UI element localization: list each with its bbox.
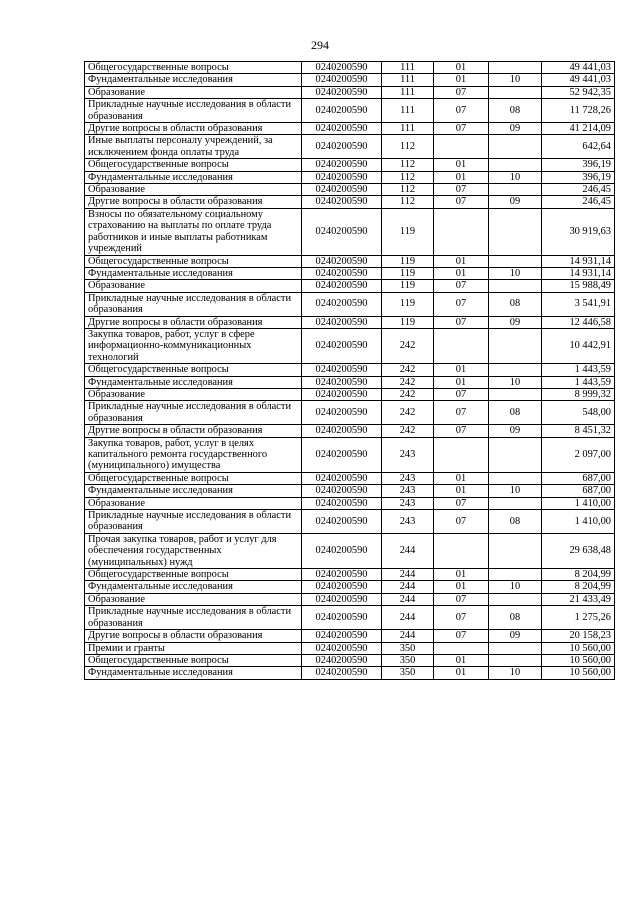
amount: 548,00 [542, 401, 615, 425]
expense-type-code: 119 [382, 292, 434, 316]
table-row [85, 485, 615, 497]
budget-item-name: Образование [85, 388, 302, 400]
subsection-code: 08 [489, 401, 542, 425]
budget-item-name: Прикладные научные исследования в области образования [85, 292, 302, 316]
section-code: 07 [434, 196, 489, 208]
section-code: 01 [434, 171, 489, 183]
table-row [85, 280, 615, 292]
budget-item-name: Общегосударственные вопросы [85, 364, 302, 376]
target-article-code: 0240200590 [302, 593, 382, 605]
table-row [85, 316, 615, 328]
budget-item-name: Общегосударственные вопросы [85, 569, 302, 581]
target-article-code: 0240200590 [302, 292, 382, 316]
budget-item-name: Прикладные научные исследования в области образования [85, 510, 302, 534]
target-article-code: 0240200590 [302, 581, 382, 593]
budget-table-body [85, 62, 615, 680]
budget-item-name: Фундаментальные исследования [85, 267, 302, 279]
subsection-code: 10 [489, 376, 542, 388]
section-code: 07 [434, 292, 489, 316]
expense-type-code: 242 [382, 388, 434, 400]
subsection-code: 10 [489, 667, 542, 679]
amount: 8 204,99 [542, 569, 615, 581]
target-article-code: 0240200590 [302, 485, 382, 497]
amount: 20 158,23 [542, 630, 615, 642]
target-article-code: 0240200590 [302, 654, 382, 666]
budget-item-name: Фундаментальные исследования [85, 376, 302, 388]
table-row [85, 581, 615, 593]
budget-item-name: Образование [85, 280, 302, 292]
amount: 3 541,91 [542, 292, 615, 316]
amount: 49 441,03 [542, 74, 615, 86]
budget-item-name: Фундаментальные исследования [85, 171, 302, 183]
amount: 246,45 [542, 196, 615, 208]
expense-type-code: 244 [382, 593, 434, 605]
table-row [85, 401, 615, 425]
target-article-code: 0240200590 [302, 123, 382, 135]
expense-type-code: 244 [382, 630, 434, 642]
amount: 52 942,35 [542, 86, 615, 98]
budget-item-name: Прикладные научные исследования в области образования [85, 606, 302, 630]
subsection-code [489, 364, 542, 376]
section-code: 01 [434, 472, 489, 484]
section-code: 07 [434, 123, 489, 135]
section-code: 07 [434, 99, 489, 123]
target-article-code: 0240200590 [302, 159, 382, 171]
target-article-code: 0240200590 [302, 328, 382, 363]
amount: 14 931,14 [542, 267, 615, 279]
section-code: 07 [434, 630, 489, 642]
table-row [85, 593, 615, 605]
section-code: 01 [434, 255, 489, 267]
target-article-code: 0240200590 [302, 667, 382, 679]
table-row [85, 196, 615, 208]
amount: 14 931,14 [542, 255, 615, 267]
expense-type-code: 244 [382, 606, 434, 630]
subsection-code [489, 208, 542, 255]
section-code: 01 [434, 364, 489, 376]
section-code: 07 [434, 401, 489, 425]
subsection-code [489, 280, 542, 292]
section-code: 01 [434, 376, 489, 388]
table-row [85, 184, 615, 196]
table-row [85, 255, 615, 267]
subsection-code [489, 472, 542, 484]
amount: 49 441,03 [542, 62, 615, 74]
budget-item-name: Образование [85, 86, 302, 98]
subsection-code: 09 [489, 316, 542, 328]
amount: 11 728,26 [542, 99, 615, 123]
expense-type-code: 244 [382, 533, 434, 568]
section-code: 07 [434, 184, 489, 196]
target-article-code: 0240200590 [302, 437, 382, 472]
budget-item-name: Общегосударственные вопросы [85, 654, 302, 666]
target-article-code: 0240200590 [302, 472, 382, 484]
expense-type-code: 112 [382, 159, 434, 171]
amount: 1 410,00 [542, 510, 615, 534]
expense-type-code: 242 [382, 425, 434, 437]
expense-type-code: 350 [382, 667, 434, 679]
expense-type-code: 243 [382, 497, 434, 509]
section-code: 01 [434, 667, 489, 679]
budget-table [84, 61, 615, 680]
expense-type-code: 243 [382, 510, 434, 534]
amount: 10 560,00 [542, 642, 615, 654]
amount: 687,00 [542, 485, 615, 497]
subsection-code [489, 159, 542, 171]
table-row [85, 437, 615, 472]
subsection-code [489, 642, 542, 654]
section-code: 07 [434, 316, 489, 328]
budget-item-name: Другие вопросы в области образования [85, 123, 302, 135]
expense-type-code: 119 [382, 255, 434, 267]
subsection-code: 10 [489, 171, 542, 183]
expense-type-code: 242 [382, 328, 434, 363]
table-row [85, 510, 615, 534]
expense-type-code: 243 [382, 437, 434, 472]
amount: 396,19 [542, 159, 615, 171]
subsection-code: 10 [489, 267, 542, 279]
expense-type-code: 111 [382, 123, 434, 135]
subsection-code [489, 569, 542, 581]
target-article-code: 0240200590 [302, 401, 382, 425]
section-code: 01 [434, 485, 489, 497]
amount: 1 443,59 [542, 364, 615, 376]
section-code: 01 [434, 267, 489, 279]
subsection-code [489, 328, 542, 363]
table-row [85, 425, 615, 437]
budget-item-name: Закупка товаров, работ, услуг в сфере информационно-коммуникационных технологий [85, 328, 302, 363]
target-article-code: 0240200590 [302, 86, 382, 98]
section-code: 01 [434, 159, 489, 171]
section-code: 07 [434, 425, 489, 437]
target-article-code: 0240200590 [302, 74, 382, 86]
amount: 10 560,00 [542, 667, 615, 679]
amount: 21 433,49 [542, 593, 615, 605]
section-code: 07 [434, 388, 489, 400]
section-code: 07 [434, 86, 489, 98]
section-code: 07 [434, 593, 489, 605]
subsection-code: 09 [489, 123, 542, 135]
table-row [85, 135, 615, 159]
subsection-code [489, 497, 542, 509]
amount: 8 451,32 [542, 425, 615, 437]
amount: 396,19 [542, 171, 615, 183]
table-row [85, 99, 615, 123]
subsection-code: 09 [489, 425, 542, 437]
expense-type-code: 119 [382, 267, 434, 279]
target-article-code: 0240200590 [302, 606, 382, 630]
table-row [85, 497, 615, 509]
table-row [85, 171, 615, 183]
amount: 1 443,59 [542, 376, 615, 388]
table-row [85, 159, 615, 171]
target-article-code: 0240200590 [302, 376, 382, 388]
target-article-code: 0240200590 [302, 135, 382, 159]
expense-type-code: 112 [382, 196, 434, 208]
budget-item-name: Общегосударственные вопросы [85, 159, 302, 171]
amount: 10 442,91 [542, 328, 615, 363]
target-article-code: 0240200590 [302, 171, 382, 183]
section-code: 01 [434, 74, 489, 86]
amount: 1 410,00 [542, 497, 615, 509]
budget-item-name: Фундаментальные исследования [85, 485, 302, 497]
table-row [85, 388, 615, 400]
budget-item-name: Прикладные научные исследования в области образования [85, 401, 302, 425]
budget-item-name: Другие вопросы в области образования [85, 630, 302, 642]
section-code [434, 328, 489, 363]
subsection-code: 08 [489, 99, 542, 123]
target-article-code: 0240200590 [302, 184, 382, 196]
budget-item-name: Фундаментальные исследования [85, 74, 302, 86]
subsection-code [489, 388, 542, 400]
expense-type-code: 350 [382, 642, 434, 654]
budget-item-name: Общегосударственные вопросы [85, 472, 302, 484]
subsection-code [489, 533, 542, 568]
table-row [85, 630, 615, 642]
amount: 642,64 [542, 135, 615, 159]
target-article-code: 0240200590 [302, 267, 382, 279]
target-article-code: 0240200590 [302, 630, 382, 642]
budget-item-name: Другие вопросы в области образования [85, 196, 302, 208]
expense-type-code: 244 [382, 581, 434, 593]
subsection-code [489, 62, 542, 74]
amount: 8 204,99 [542, 581, 615, 593]
expense-type-code: 244 [382, 569, 434, 581]
budget-item-name: Другие вопросы в области образования [85, 425, 302, 437]
target-article-code: 0240200590 [302, 99, 382, 123]
budget-item-name: Прочая закупка товаров, работ и услуг для обеспечения государственных (муниципальных) нужд [85, 533, 302, 568]
table-row [85, 569, 615, 581]
subsection-code [489, 86, 542, 98]
expense-type-code: 119 [382, 316, 434, 328]
target-article-code: 0240200590 [302, 388, 382, 400]
target-article-code: 0240200590 [302, 510, 382, 534]
table-row [85, 472, 615, 484]
expense-type-code: 350 [382, 654, 434, 666]
target-article-code: 0240200590 [302, 280, 382, 292]
table-row [85, 208, 615, 255]
section-code [434, 642, 489, 654]
amount: 1 275,26 [542, 606, 615, 630]
amount: 687,00 [542, 472, 615, 484]
table-row [85, 654, 615, 666]
table-row [85, 123, 615, 135]
table-row [85, 292, 615, 316]
target-article-code: 0240200590 [302, 569, 382, 581]
section-code [434, 135, 489, 159]
subsection-code [489, 135, 542, 159]
expense-type-code: 112 [382, 184, 434, 196]
target-article-code: 0240200590 [302, 316, 382, 328]
target-article-code: 0240200590 [302, 364, 382, 376]
budget-item-name: Премии и гранты [85, 642, 302, 654]
budget-item-name: Фундаментальные исследования [85, 581, 302, 593]
table-row [85, 376, 615, 388]
budget-item-name: Образование [85, 593, 302, 605]
subsection-code: 08 [489, 606, 542, 630]
target-article-code: 0240200590 [302, 208, 382, 255]
table-row [85, 267, 615, 279]
section-code [434, 533, 489, 568]
section-code: 07 [434, 510, 489, 534]
expense-type-code: 111 [382, 86, 434, 98]
amount: 29 638,48 [542, 533, 615, 568]
subsection-code [489, 437, 542, 472]
budget-item-name: Общегосударственные вопросы [85, 62, 302, 74]
subsection-code: 09 [489, 196, 542, 208]
budget-item-name: Другие вопросы в области образования [85, 316, 302, 328]
expense-type-code: 242 [382, 376, 434, 388]
budget-item-name: Закупка товаров, работ, услуг в целях капитального ремонта государственного (муниципального) имущества [85, 437, 302, 472]
target-article-code: 0240200590 [302, 425, 382, 437]
table-row [85, 74, 615, 86]
section-code: 01 [434, 62, 489, 74]
amount: 41 214,09 [542, 123, 615, 135]
budget-item-name: Общегосударственные вопросы [85, 255, 302, 267]
section-code: 07 [434, 606, 489, 630]
table-row [85, 667, 615, 679]
section-code: 01 [434, 569, 489, 581]
expense-type-code: 119 [382, 280, 434, 292]
amount: 246,45 [542, 184, 615, 196]
target-article-code: 0240200590 [302, 533, 382, 568]
expense-type-code: 242 [382, 364, 434, 376]
amount: 12 446,58 [542, 316, 615, 328]
budget-item-name: Взносы по обязательному социальному страхованию на выплаты по оплате труда работников и иные выплаты работникам учреждений [85, 208, 302, 255]
subsection-code [489, 593, 542, 605]
expense-type-code: 242 [382, 401, 434, 425]
expense-type-code: 112 [382, 171, 434, 183]
expense-type-code: 243 [382, 485, 434, 497]
target-article-code: 0240200590 [302, 497, 382, 509]
section-code: 01 [434, 654, 489, 666]
target-article-code: 0240200590 [302, 62, 382, 74]
expense-type-code: 243 [382, 472, 434, 484]
table-row [85, 533, 615, 568]
subsection-code: 10 [489, 74, 542, 86]
subsection-code: 08 [489, 292, 542, 316]
table-row [85, 364, 615, 376]
budget-item-name: Образование [85, 184, 302, 196]
subsection-code [489, 184, 542, 196]
table-row [85, 328, 615, 363]
section-code [434, 437, 489, 472]
expense-type-code: 119 [382, 208, 434, 255]
amount: 8 999,32 [542, 388, 615, 400]
expense-type-code: 111 [382, 62, 434, 74]
page-number: 294 [311, 38, 329, 52]
budget-item-name: Фундаментальные исследования [85, 667, 302, 679]
budget-item-name: Прикладные научные исследования в области образования [85, 99, 302, 123]
amount: 2 097,00 [542, 437, 615, 472]
table-row [85, 86, 615, 98]
section-code: 07 [434, 497, 489, 509]
target-article-code: 0240200590 [302, 255, 382, 267]
budget-item-name: Образование [85, 497, 302, 509]
amount: 15 988,49 [542, 280, 615, 292]
amount: 10 560,00 [542, 654, 615, 666]
section-code: 01 [434, 581, 489, 593]
target-article-code: 0240200590 [302, 642, 382, 654]
subsection-code: 09 [489, 630, 542, 642]
amount: 30 919,63 [542, 208, 615, 255]
table-row [85, 642, 615, 654]
section-code: 07 [434, 280, 489, 292]
expense-type-code: 111 [382, 99, 434, 123]
subsection-code [489, 654, 542, 666]
subsection-code: 08 [489, 510, 542, 534]
subsection-code: 10 [489, 485, 542, 497]
subsection-code: 10 [489, 581, 542, 593]
budget-item-name: Иные выплаты персоналу учреждений, за исключением фонда оплаты труда [85, 135, 302, 159]
subsection-code [489, 255, 542, 267]
table-row [85, 62, 615, 74]
expense-type-code: 111 [382, 74, 434, 86]
section-code [434, 208, 489, 255]
expense-type-code: 112 [382, 135, 434, 159]
target-article-code: 0240200590 [302, 196, 382, 208]
table-row [85, 606, 615, 630]
